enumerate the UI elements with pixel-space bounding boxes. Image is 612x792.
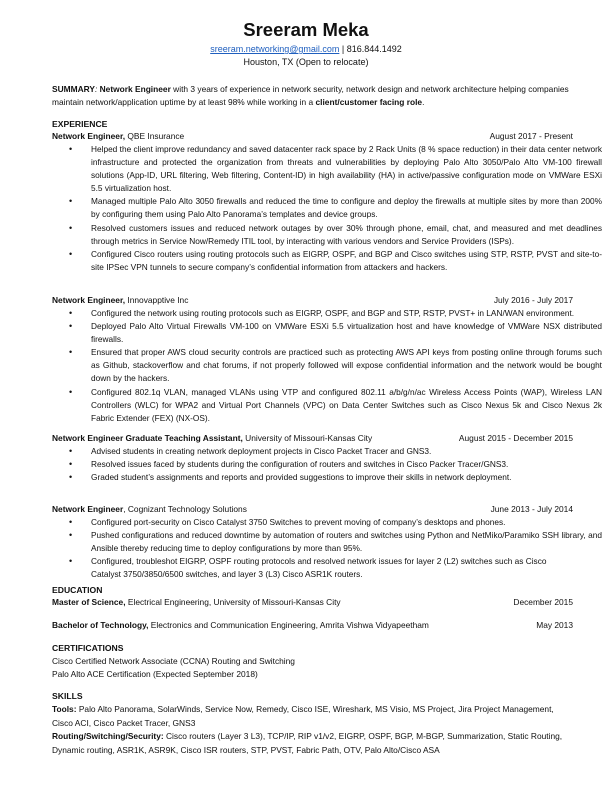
list-item: • Resolved issues faced by students during the configuration of routers and switches in Cisco Packer Tracer/GNS3. bbox=[91, 458, 602, 471]
summary-emphasis: client/customer facing role bbox=[315, 97, 423, 107]
summary-end: . bbox=[422, 97, 425, 107]
list-item: • Advised students in creating network deployment projects in Cisco Packet Tracer and GNS3. bbox=[91, 445, 602, 458]
degree-date: December 2015 bbox=[513, 597, 573, 607]
job-dates: July 2016 - July 2017 bbox=[493, 295, 573, 305]
contact-separator: | bbox=[339, 44, 347, 54]
list-item: • Configured Cisco routers using routing protocols such as EIGRP, OSPF, and BGP and Cisco switches using STP, RSTP, PVST and site-to-site IPSec VPN tunnels to secure company’s confidential information from attackers and hackers. bbox=[91, 248, 602, 274]
list-item: • Configured the network using routing protocols such as EIGRP, OSPF, and BGP and STP, RSTP, PVST+ in LAN/WAN environment. bbox=[91, 307, 602, 320]
skills-label: Tools: bbox=[52, 704, 77, 714]
job-title: Network Engineer Graduate Teaching Assistant, bbox=[52, 433, 243, 443]
summary-role: Network Engineer bbox=[99, 84, 171, 94]
summary-colon: : bbox=[94, 84, 100, 94]
job-bullets bbox=[62, 516, 602, 581]
education-entry bbox=[52, 597, 573, 607]
job-dates: June 2013 - July 2014 bbox=[490, 504, 573, 514]
skills-text: Palo Alto Panorama, SolarWinds, Service Now, Remedy, Cisco ISE, Wireshark, MS Visio, MS Project, Jira Project Management, Cisco ACI, Cisco Packet Tracer, GNS3 bbox=[52, 704, 554, 728]
list-item: • Deployed Palo Alto Virtual Firewalls VM-100 on VMWare ESXi 5.5 virtualization host and have knowledge of VMWare NSX distributed firewalls. bbox=[91, 320, 602, 346]
contact-line bbox=[0, 44, 612, 54]
job-bullets bbox=[62, 445, 602, 484]
job-title: Network Engineer bbox=[52, 504, 124, 514]
certifications-heading: CERTIFICATIONS bbox=[52, 643, 124, 653]
job-dates: August 2017 - Present bbox=[489, 131, 573, 141]
list-item: • Configured 802.1q VLAN, managed VLANs using VTP and configured 802.11 a/b/g/n/ac Wireless Access Points (WAP), Wireless LAN Controllers (WLC) for WPA2 and Virtual Port Channels (VPC) on Data Center Switches such as Cisco Nexus 5k and Cisco Nexus 2k Fabric Extender (FEX) (NX-OS). bbox=[91, 386, 602, 425]
list-item: • Configured port-security on Cisco Catalyst 3750 Switches to prevent moving of company’s desktops and phones. bbox=[91, 516, 602, 529]
job-header bbox=[52, 504, 573, 514]
job-header bbox=[52, 131, 573, 141]
summary-paragraph bbox=[52, 83, 572, 109]
skills-group bbox=[52, 730, 567, 757]
job-company: University of Missouri-Kansas City bbox=[242, 433, 373, 443]
degree-date: May 2013 bbox=[536, 620, 573, 630]
list-item: • Graded student’s assignments and reports and provided suggestions to improve their skills in network deployment. bbox=[91, 471, 602, 484]
education-entry bbox=[52, 620, 573, 630]
phone-number: 816.844.1492 bbox=[346, 44, 402, 54]
degree-detail: Electrical Engineering, University of Missouri-Kansas City bbox=[125, 597, 341, 607]
list-item: • Configured, troubleshot EIGRP, OSPF routing protocols and resolved network issues for layer 2 (L2) switches such as Cisco Catalyst 3750/3850/6500 switches, and layer 3 (L3) Cisco ASR1K routers. bbox=[91, 555, 602, 581]
certification-item: Palo Alto ACE Certification (Expected September 2018) bbox=[52, 669, 258, 679]
skills-group bbox=[52, 703, 567, 730]
job-title: Network Engineer, bbox=[52, 295, 126, 305]
candidate-name: Sreeram Meka bbox=[243, 19, 369, 40]
location: Houston, TX (Open to relocate) bbox=[243, 57, 369, 67]
skills-label: Routing/Switching/Security: bbox=[52, 731, 164, 741]
skills-heading: SKILLS bbox=[52, 691, 83, 701]
job-header bbox=[52, 295, 573, 305]
experience-heading: EXPERIENCE bbox=[52, 119, 108, 129]
job-title: Network Engineer, bbox=[52, 131, 126, 141]
job-company: QBE Insurance bbox=[125, 131, 185, 141]
job-bullets bbox=[62, 307, 602, 425]
degree: Master of Science, bbox=[52, 597, 126, 607]
certification-item: Cisco Certified Network Associate (CCNA) Routing and Switching bbox=[52, 656, 295, 666]
skills-text: Cisco routers (Layer 3 L3), TCP/IP, RIP v1/v2, EIGRP, OSPF, BGP, M-BGP, Summarization, Static Routing, Dynamic routing, ASR1K, ASR9K, Cisco ISR routers, STP, PVST, Fabric Path, OTV, Palo Alto/Cisco ASA bbox=[52, 731, 563, 755]
job-dates: August 2015 - December 2015 bbox=[458, 433, 573, 443]
job-header bbox=[52, 433, 573, 443]
job-company: Innovapptive Inc bbox=[125, 295, 189, 305]
job-company: , Cognizant Technology Solutions bbox=[123, 504, 247, 514]
job-bullets bbox=[62, 143, 602, 274]
degree: Bachelor of Technology, bbox=[52, 620, 149, 630]
degree-detail: Electronics and Communication Engineering, Amrita Vishwa Vidyapeetham bbox=[148, 620, 429, 630]
list-item: • Managed multiple Palo Alto 3050 firewalls and reduced the time to configure and deploy the firewalls at multiple sites by more than 200% by configuring them using Palo Alto Panorama’s templates and device groups. bbox=[91, 195, 602, 221]
email-link[interactable]: sreeram.networking@gmail.com bbox=[210, 44, 340, 54]
list-item: • Helped the client improve redundancy and saved datacenter rack space by 2 Rack Units (8 % space reduction) in their data center network infrastructure and protected the organization from threats and vulnerabilities by deploying Palo Alto 3050/Palo Alto VM-100 firewall solutions (App-ID, URL filtering, Web filtering, Content-ID) in high availability (HA) in active/passive configuration mode on VMWare ESXi 5.5 virtualization host. bbox=[91, 143, 602, 195]
summary-label: SUMMARY bbox=[52, 84, 95, 94]
list-item: • Resolved customers issues and reduced network outages by over 30% through phone, email, chat, and measured and met deadlines through metrics in Service Now/Remedy ITIL tool, by interacting with various vendors and Service Providers (ISPs). bbox=[91, 222, 602, 248]
list-item: • Ensured that proper AWS cloud security controls are practiced such as protecting AWS API keys from posting online through forums such as Github, stackoverflow and chat forums, if not properly followed will expose confidential information and the network would be bought down by the hackers. bbox=[91, 346, 602, 385]
summary-text: with 3 years of experience in network security, network design and network architecture helping companies maintain network/application uptime by at least 98% while working in a bbox=[52, 84, 569, 107]
education-heading: EDUCATION bbox=[52, 585, 103, 595]
list-item: • Pushed configurations and reduced downtime by automation of routers and switches using Python and NetMiko/Paramiko SSH library, and Ansible thereby reducing time to deploy configurations by more than 95%. bbox=[91, 529, 602, 555]
